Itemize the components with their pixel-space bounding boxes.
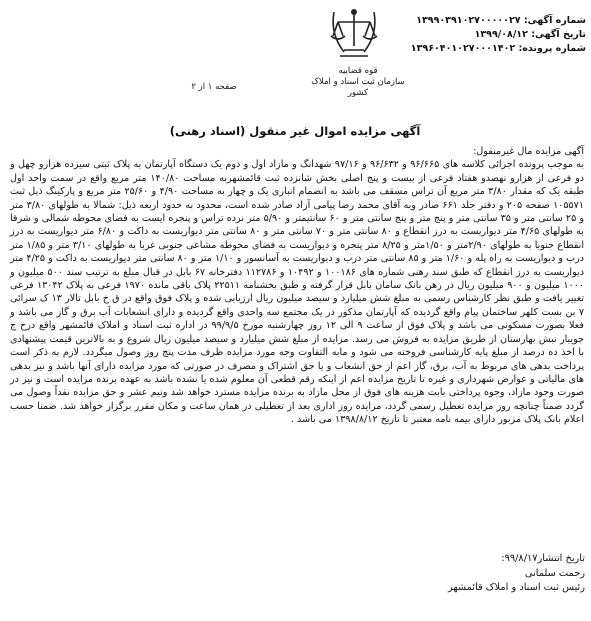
notice-paragraph: به موجب پرونده اجرائی کلاسه های ۹۶/۶۶۵ و ۹۶/۶۳۲ و ۹۷/۱۶ شهدانگ و مازاد اول و دوم یک دستگاه آپارتمان به پلاک ثبتی سیزده هزارو چهل و دو فرعی از هزارو نهصدو هفتاد فرعی از بیست و پنج اصلی بخش شانزده ثبت قائمشهربه مساحت ۱۴۰/۸۰ متر مربع واقع در سمت واحد اول طبقه یک که مقدار ۳/۸۰ متر مربع آن تراس مسقف می باشد به انضمام انباری یک و چهار به مساحت ۴/۹۰ و ۲۵/۶۰ متر مربع و پارکینگ ذیل ثبت ۱۰۵۵۷۱ صفحه ۲۰۵ و دفتر جلد ۶۶۱ صادر وبه آقای محمد رضا پیامی آزاد صادر شده است، محدود به حدود اربعه ذیل: شمالا به طولهای ۳/۸۰ متر و ۲۵ سانتی متر و ۳۵ سانتی متر و پنج متر و پنج سانتی متر و ۶۰ سانتیمتر و ۵/۹۰ متر نرده تراس و پنجره ایست به فضای محوطه شمالی و شرقا به طولهای ۴/۶۵ متر دیواریست به درز انقطاع و ۸۰ سانتی متر و ۷۰ سانتی متر و ۸۰ سانتی متر دیواریست به داکت و ۶/۸۰ متر دیواریست به درز انقطاع جنوبا به طولهای ۲/۹۰متر و ۱/۵۰متر و ۸/۲۵ متر پنجره و دیواریست به فضای محوطه مشاعی جنوبی غربا به طولهای ۳/۱۰ متر و ۱/۸۵ متر درب و دیواریست به راه پله و ۱/۶۰ متر و ۸۵ سانتی متر درب و دیواریست به آسانسور و ۱/۱۰ متر و ۸۰ سانتی متر دیواریست به داکت و ۴/۲۵ متر دیواریست به درز انقطاع که طبق سند رهنی شماره های ۱۰۰۱۸۶ و ۱۰۴۹۲ و ۱۱۲۷۸۶ دفترخانه ۶۷ بابل در قبال مبلغ به ترتیب سند ۵۰۰ میلیون و ۱۰۰۰ میلیون و ۹۰۰ میلیون ریال در رهن بانک سامان بابل قرار گرفته و طبق بخشنامه ۲۲۵۱۱ پلاک باقی مانده ۱۹۷۰ فرعی به پلاک ۱۳۰۴۲ فرعی تغییر یافت و طبق نظر کارشناس رسمی به مبلغ شش میلیارد و سیصد میلیون ریال ارزیابی شده و پلاک فوق واقع در ق خ بابل تالار ۱۳ ک سرائی ۷ بن بست کلهر ساختمان پیام واقع گردیده که آپارتمان مذکور در یک مجتمع سه واحدی واقع گردیده و دارای انشعابات آب برق و گاز می باشد و فعلا بصورت مسکونی می باشد و پلاک فوق از ساعت ۹ الی ۱۲ روز چهارشنبه مورخ ۹۹/۹/۵ در اداره ثبت اسناد و املاک قائمشهر واقع درخ ج جویبار نبش بهارستان از طریق مزایده به فروش می رسد. مزایده از مبلغ شش میلیارد و سیصد میلیون ریال شروع و به بالاترین قیمت پیشنهادی با اخذ ده درصد از مبلغ پایه کارشناسی فروخته می شود و مابه التفاوت وجه مورد مزایده ظرف مدت پنج روز وصول میگردد. لازم به ذکر است پرداخت بدهی های مربوط به آب، برق، گاز اعم از حق انشعاب و یا حق اشتراک و مصرف در صورتی که مورد مزایده دارای آنها باشد و نیز بدهی های مالیاتی و عوارض شهرداری و غیره تا تاریخ مزایده اعم از اینکه رقم قطعی آن معلوم شده یا نشده باشد به عهده برنده مزایده است و نیز در صورت وجود مازاد، وجوه پرداختی بابت هزینه های فوق از محل مازاد به برنده مزایده مسترد خواهد شد ونیم عشر و حق مزایده نقداً وصول می گردد ضمناً چنانچه روز مزایده تعطیل رسمی گردد، مزایده روز اداری بعد از تعطیلی در همان ساعت و مکان مقرر برگزار خواهد شد. ضمنا حسب اعلام بانک پلاک مزبور دارای بیمه نامه معتبر تا تاریخ ۱۳۹۸/۸/۱۲ می باشد . (10, 159, 585, 426)
registry-organization-name: سازمان ثبت اسناد و املاک کشور (311, 77, 405, 98)
file-number: شماره پرونده: ۱۳۹۶۰۴۰۱۰۲۷۰۰۰۱۴۰۲ (410, 43, 586, 54)
signature-block (325, 552, 585, 596)
signer-title: رئیس ثبت اسناد و املاک قائمشهر (447, 582, 585, 593)
ad-number: شماره آگهی: ۱۳۹۹۰۳۹۱۰۲۷۰۰۰۰۰۲۷ (416, 15, 586, 26)
signer-name: رحمت سلمانی (524, 567, 585, 579)
judiciary-emblem-icon (326, 6, 382, 64)
organization-name (302, 66, 414, 99)
notice-body (10, 145, 584, 427)
ad-date: تاریخ آگهی: ۱۳۹۹/۰۸/۱۲ (474, 29, 586, 40)
judiciary-name: قوه قضاییه (338, 66, 378, 76)
publish-date: تاریخ انتشار۹۹/۸/۱۷: (501, 553, 585, 564)
notice-title: آگهی مزایده اموال غیر منقول (اسناد رهنی) (169, 124, 421, 138)
notice-metadata (410, 14, 586, 56)
notice-intro: آگهی مزایده مال غیرمنقول: (473, 146, 584, 157)
page-number: صفحه ۱ از ۲ (191, 82, 237, 92)
